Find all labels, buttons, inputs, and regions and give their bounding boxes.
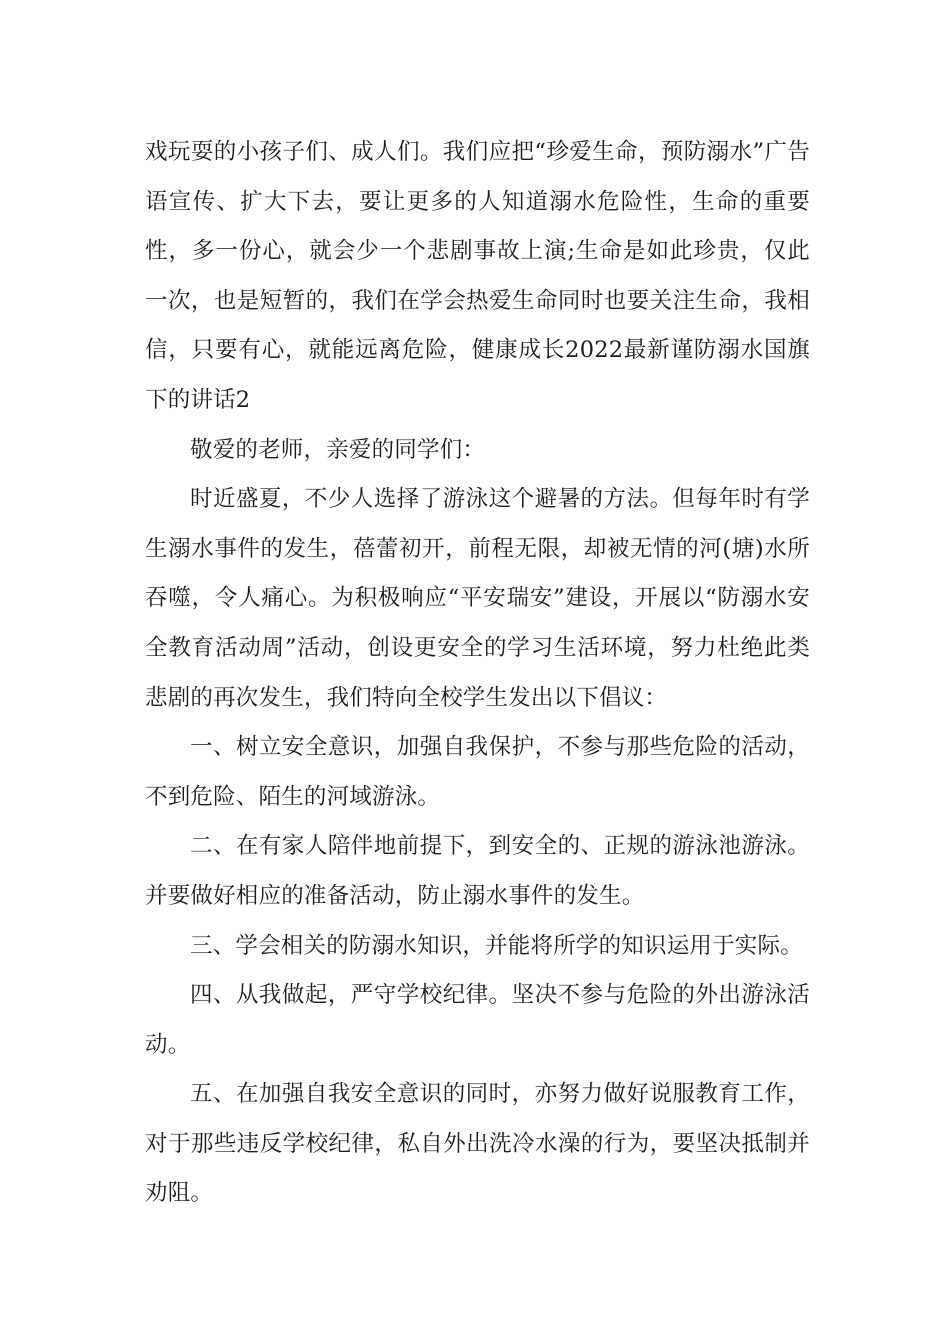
document-page (145, 128, 810, 1219)
paragraph-intro: 时近盛夏，不少人选择了游泳这个避暑的方法。但每年时有学生溺水事件的发生，蓓蕾初开，前程无限，却被无情的河(塘)水所吞噬，令人痛心。为积极响应“平安瑞安”建设，开展以“防溺水安全教育活动周”活动，创设更安全的学习生活环境，努力杜绝此类悲剧的再次发生，我们特向全校学生发出以下倡议： (145, 486, 810, 711)
paragraph-item-5: 五、在加强自我安全意识的同时，亦努力做好说服教育工作，对于那些违反学校纪律，私自外出洗冷水澡的行为，要坚决抵制并劝阻。 (145, 1081, 810, 1207)
paragraph-item-3: 三、学会相关的防溺水知识，并能将所学的知识运用于实际。 (190, 932, 803, 959)
paragraph-salutation: 敬爱的老师，亲爱的同学们： (190, 436, 486, 463)
paragraph-item-4: 四、从我做起，严守学校纪律。坚决不参与危险的外出游泳活动。 (145, 982, 810, 1058)
paragraph-item-1: 一、树立安全意识，加强自我保护，不参与那些危险的活动，不到危险、陌生的河域游泳。 (145, 734, 810, 810)
paragraph-continuation: 戏玩耍的小孩子们、成人们。我们应把“珍爱生命，预防溺水”广告语宣传、扩大下去，要让更多的人知道溺水危险性，生命的重要性，多一份心，就会少一个悲剧事故上演;生命是如此珍贵，仅此一次，也是短暂的，我们在学会热爱生命同时也要关注生命，我相信，只要有心，就能远离危险，健康成长2022最新谨防溺水国旗下的讲话2 (145, 139, 810, 413)
paragraph-item-2: 二、在有家人陪伴地前提下，到安全的、正规的游泳池游泳。并要做好相应的准备活动，防止溺水事件的发生。 (145, 833, 810, 909)
